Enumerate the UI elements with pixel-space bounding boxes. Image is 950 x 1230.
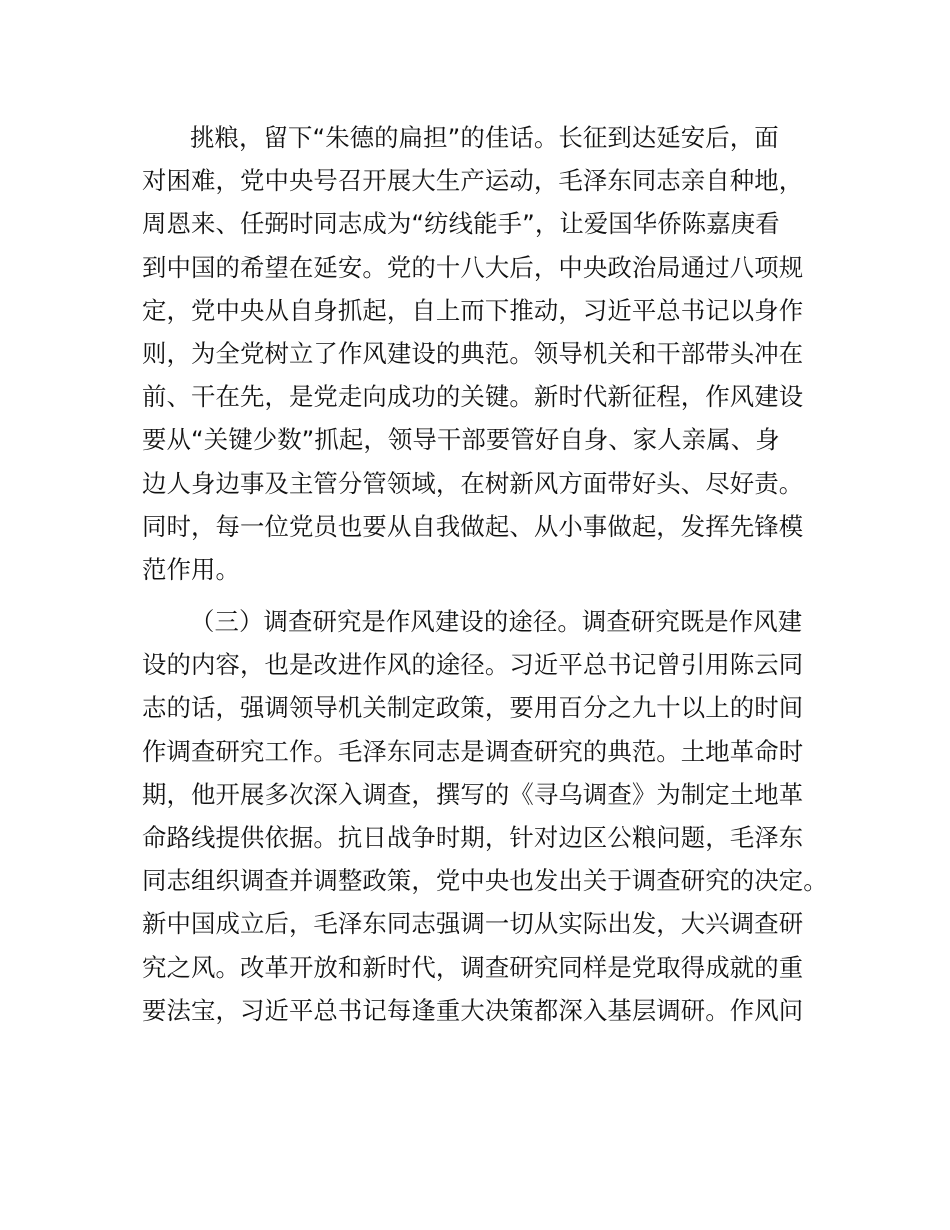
text-line: 挑粮，留下“朱德的扁担”的佳话。长征到达延安后，面 [190, 123, 779, 152]
paragraph-leadership-example [142, 116, 842, 591]
text-line: 新中国成立后，毛泽东同志强调一切从实际出发，大兴调查研 [142, 909, 804, 939]
paragraph-investigation-research [142, 600, 842, 1032]
text-line: 边人身边事及主管分管领域，在树新风方面带好头、尽好责。 [142, 468, 804, 498]
text-line: 设的内容，也是改进作风的途径。习近平总书记曾引用陈云同 [142, 650, 804, 680]
text-line: 究之风。改革开放和新时代，调查研究同样是党取得成就的重 [142, 952, 804, 982]
section-heading-line: （三）调查研究是作风建设的途径。调查研究既是作风建 [190, 607, 803, 637]
text-line: 要从“关键少数”抓起，领导干部要管好自身、家人亲属、身 [142, 425, 780, 455]
text-line: 范作用。 [142, 554, 240, 584]
text-line: 命路线提供依据。抗日战争时期，针对边区公粮问题，毛泽东 [142, 823, 804, 852]
text-line: 作调查研究工作。毛泽东同志是调查研究的典范。土地革命时 [142, 736, 804, 766]
text-line: 则，为全党树立了作风建设的典范。领导机关和干部带头冲在 [142, 338, 804, 368]
body-text [142, 116, 842, 1032]
text-line: 期，他开展多次深入调查，撰写的《寻乌调查》为制定土地革 [142, 779, 804, 809]
text-line: 前、干在先，是党走向成功的关键。新时代新征程，作风建设 [142, 382, 804, 412]
text-line: 定，党中央从自身抓起，自上而下推动，习近平总书记以身作 [142, 295, 804, 325]
text-line: 同时，每一位党员也要从自我做起、从小事做起，发挥先锋模 [142, 511, 804, 541]
text-line: 要法宝，习近平总书记每逢重大决策都深入基层调研。作风问 [142, 995, 804, 1025]
text-line: 到中国的希望在延安。党的十八大后，中央政治局通过八项规 [142, 252, 804, 282]
text-line: 志的话，强调领导机关制定政策，要用百分之九十以上的时间 [142, 693, 804, 723]
text-line: 周恩来、任弼时同志成为“纺线能手”，让爱国华侨陈嘉庚看 [142, 209, 780, 239]
text-line: 对困难，党中央号召开展大生产运动，毛泽东同志亲自种地， [142, 166, 804, 196]
text-line: 同志组织调查并调整政策，党中央也发出关于调查研究的决定。 [142, 866, 828, 896]
